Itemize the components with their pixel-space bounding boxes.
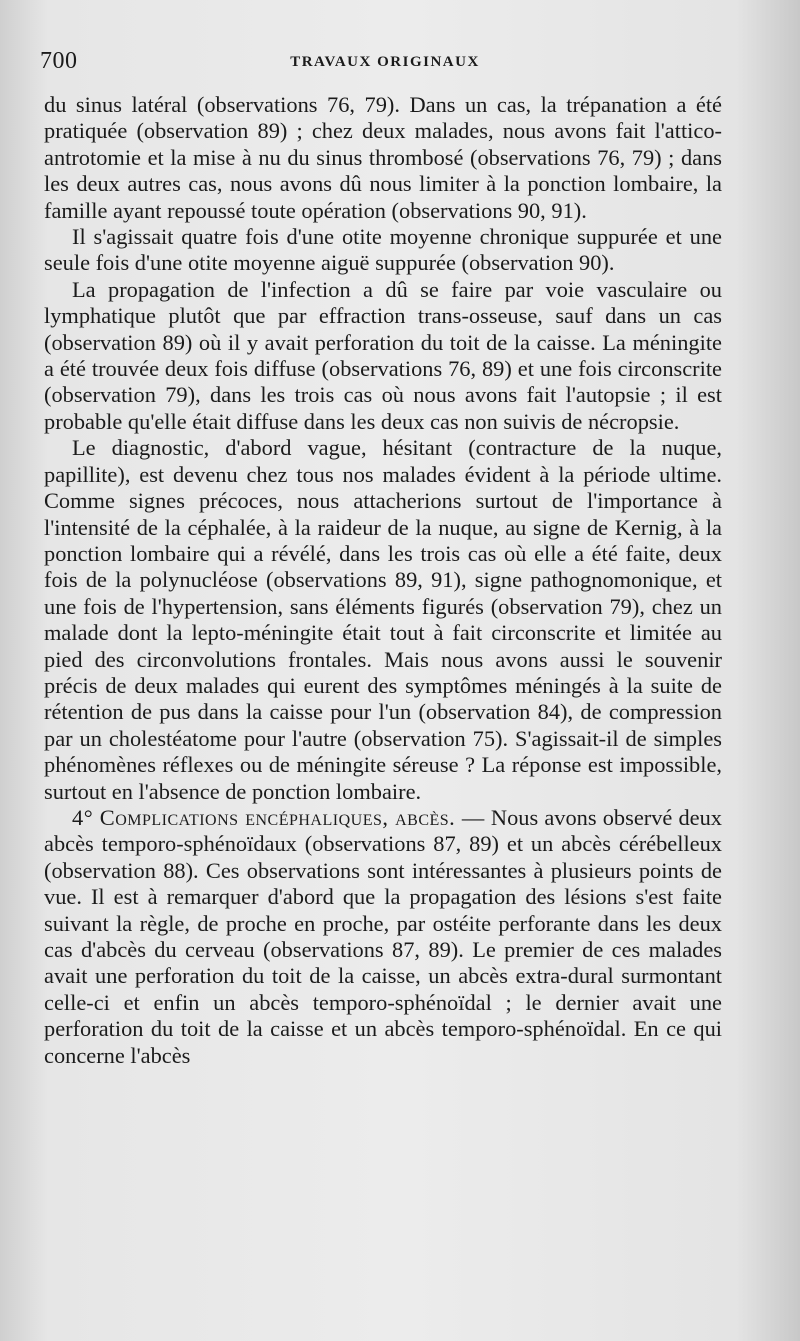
page-number: 700	[40, 48, 78, 74]
paragraph	[44, 435, 722, 805]
paragraph	[44, 224, 722, 277]
page-header	[40, 48, 730, 82]
paragraph	[44, 277, 722, 435]
paragraph-text: La propagation de l'infection a dû se faire par voie vasculaire ou lymphatique plutôt que par effraction trans-osseuse, sauf dans un cas (observation 89) où il y avait perforation du toit de la caisse. La méningite a été trouvée deux fois diffuse (observations 76, 89) et une fois circonscrite (observation 79), dans les trois cas où nous avons fait l'autopsie ; il est probable qu'elle était diffuse dans les deux cas non suivis de nécropsie.	[44, 276, 722, 434]
paragraph-text: Il s'agissait quatre fois d'une otite moyenne chronique suppurée et une seule fois d'une otite moyenne aiguë suppurée (observation 90).	[44, 224, 722, 276]
section-heading: 4° Complications encéphaliques, abcès. —	[72, 804, 485, 830]
paragraph	[44, 92, 722, 224]
paragraph-text: Le diagnostic, d'abord vague, hésitant (contracture de la nuque, papillite), est devenu chez tous nos malades évident à la période ultime. Comme signes précoces, nous attacherions surtout de l'importance à l'intensité de la céphalée, à la raideur de la nuque, au signe de Kernig, à la ponction lombaire qui a révélé, dans les trois cas où elle a été faite, deux fois de la polynucléose (observations 89, 91), signe pathognomonique, et une fois de l'hypertension, sans éléments figurés (observation 79), chez un malade dont la lepto-méningite était tout à fait circonscrite et limitée au pied des circonvolutions frontales. Mais nous avons aussi le souvenir précis de deux malades qui eurent des symptômes méningés à la suite de rétention de pus dans la caisse pour l'un (observation 84), de compression par un cholestéatome pour l'autre (observation 75). S'agissait-il de simples phénomènes réflexes ou de méningite séreuse ? La réponse est impossible, surtout en l'absence de ponction lombaire.	[44, 435, 722, 804]
body-text	[44, 92, 722, 1069]
paragraph-text: du sinus latéral (observations 76, 79). Dans un cas, la trépanation a été pratiquée (observation 89) ; chez deux malades, nous avons fait l'attico-antrotomie et la mise à nu du sinus thrombosé (observations 76, 79) ; dans les deux autres cas, nous avons dû nous limiter à la ponction lombaire, la famille ayant repoussé toute opération (observations 90, 91).	[44, 92, 722, 223]
running-title: TRAVAUX ORIGINAUX	[290, 54, 480, 70]
paragraph	[44, 805, 722, 1069]
paragraph-text: Nous avons observé deux abcès temporo-sphénoïdaux (observations 87, 89) et un abcès cérébelleux (observation 88). Ces observations sont intéressantes à plusieurs points de vue. Il est à remarquer d'abord que la propagation des lésions s'est faite suivant la règle, de proche en proche, par ostéite perforante dans les deux cas d'abcès du cerveau (observations 87, 89). Le premier de ces malades avait une perforation du toit de la caisse, un abcès extra-dural surmontant celle-ci et enfin un abcès temporo-sphénoïdal ; le dernier avait une perforation du toit de la caisse et un abcès temporo-sphénoïdal. En ce qui concerne l'abcès	[44, 804, 723, 1068]
